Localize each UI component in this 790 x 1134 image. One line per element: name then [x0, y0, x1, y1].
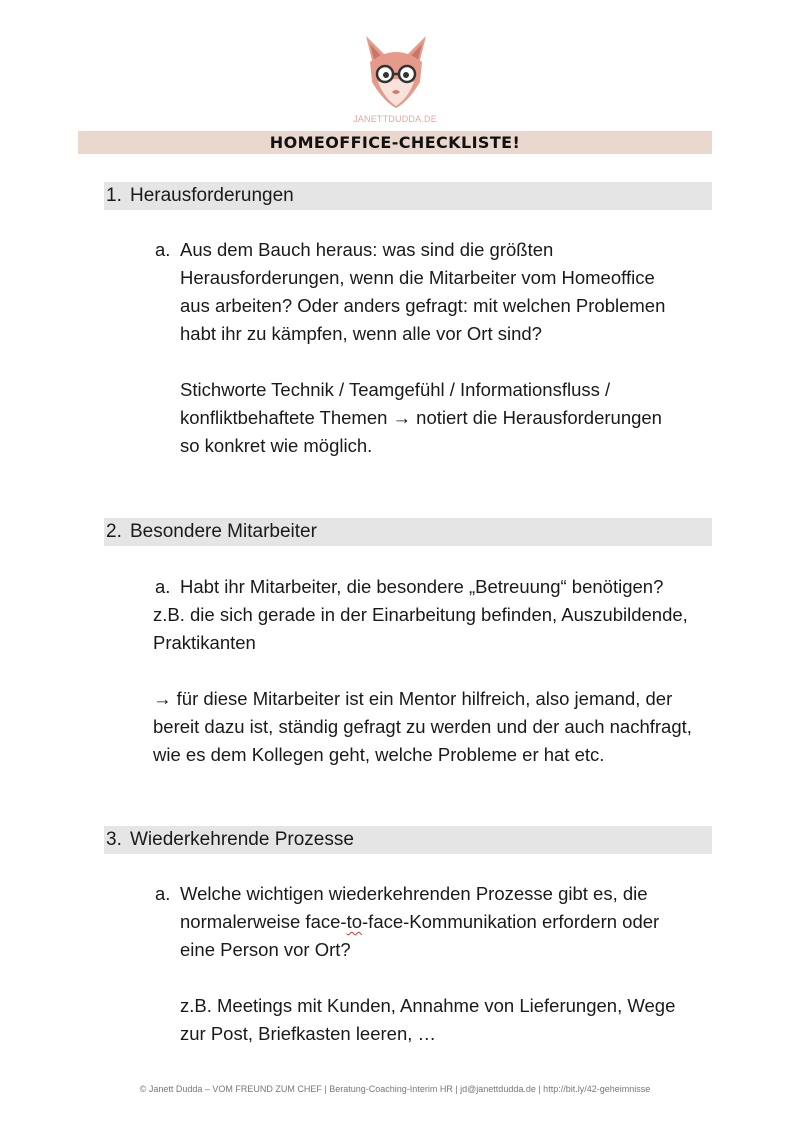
title-bar	[78, 131, 712, 154]
text-line: Welche wichtigen wiederkehrenden Prozesse gibt es, die	[180, 883, 648, 904]
question-text	[180, 236, 665, 348]
text-line: habt ihr zu kämpfen, wenn alle vor Ort sind?	[180, 323, 542, 344]
page-footer: © Janett Dudda – VOM FREUND ZUM CHEF | Beratung-Coaching-Interim HR | jd@janettdudda.de | http://bit.ly/42-geheimnisse	[139, 1084, 651, 1094]
item-marker: a.	[155, 576, 171, 597]
text-line: Herausforderungen, wenn die Mitarbeiter vom Homeoffice	[180, 267, 655, 288]
note-text	[153, 685, 692, 769]
text-line: bereit dazu ist, ständig gefragt zu werden und der auch nachfragt,	[153, 716, 692, 737]
text-segment: normalerweise face-	[180, 911, 347, 932]
text-segment: -face-Kommunikation erfordern oder	[362, 911, 660, 932]
brand-name: JANETTDUDDA.DE	[353, 114, 437, 124]
text-line: so konkret wie möglich.	[180, 435, 373, 456]
section-header-1	[104, 182, 712, 210]
page-title: HOMEOFFICE-CHECKLISTE!	[269, 133, 521, 152]
text-line: wie es dem Kollegen geht, welche Probleme er hat etc.	[153, 744, 605, 765]
fox-logo	[356, 32, 436, 112]
text-line	[180, 908, 659, 936]
text-line: konfliktbehaftete Themen → notiert die Herausforderungen	[180, 407, 662, 428]
section-title: Besondere Mitarbeiter	[130, 521, 317, 542]
note-text	[180, 992, 675, 1048]
spellcheck-word: to	[346, 911, 363, 932]
section-title: Wiederkehrende Prozesse	[130, 829, 354, 850]
question-text	[180, 880, 659, 964]
text-line: Stichworte Technik / Teamgefühl / Informationsfluss /	[180, 379, 611, 400]
note-text	[180, 376, 662, 460]
text-line: Praktikanten	[153, 632, 256, 653]
item-marker: a.	[155, 883, 171, 904]
question-text	[153, 601, 688, 657]
fox-head-icon	[356, 32, 436, 112]
section-header-3	[104, 826, 712, 854]
text-line: zur Post, Briefkasten leeren, …	[180, 1023, 437, 1044]
section-number: 2.	[106, 521, 122, 542]
text-line: z.B. die sich gerade in der Einarbeitung befinden, Auszubildende,	[153, 604, 688, 625]
section-title: Herausforderungen	[130, 185, 294, 206]
text-line: eine Person vor Ort?	[180, 939, 351, 960]
section-number: 3.	[106, 829, 122, 850]
text-line: z.B. Meetings mit Kunden, Annahme von Lieferungen, Wege	[180, 995, 676, 1016]
text-line: Aus dem Bauch heraus: was sind die größten	[180, 239, 554, 260]
text-line: aus arbeiten? Oder anders gefragt: mit welchen Problemen	[180, 295, 666, 316]
section-header-2	[104, 518, 712, 546]
section-number: 1.	[106, 185, 122, 206]
question-first-line: Habt ihr Mitarbeiter, die besondere „Betreuung“ benötigen?	[180, 576, 664, 597]
text-line: → für diese Mitarbeiter ist ein Mentor hilfreich, also jemand, der	[153, 688, 673, 709]
item-marker: a.	[155, 239, 171, 260]
